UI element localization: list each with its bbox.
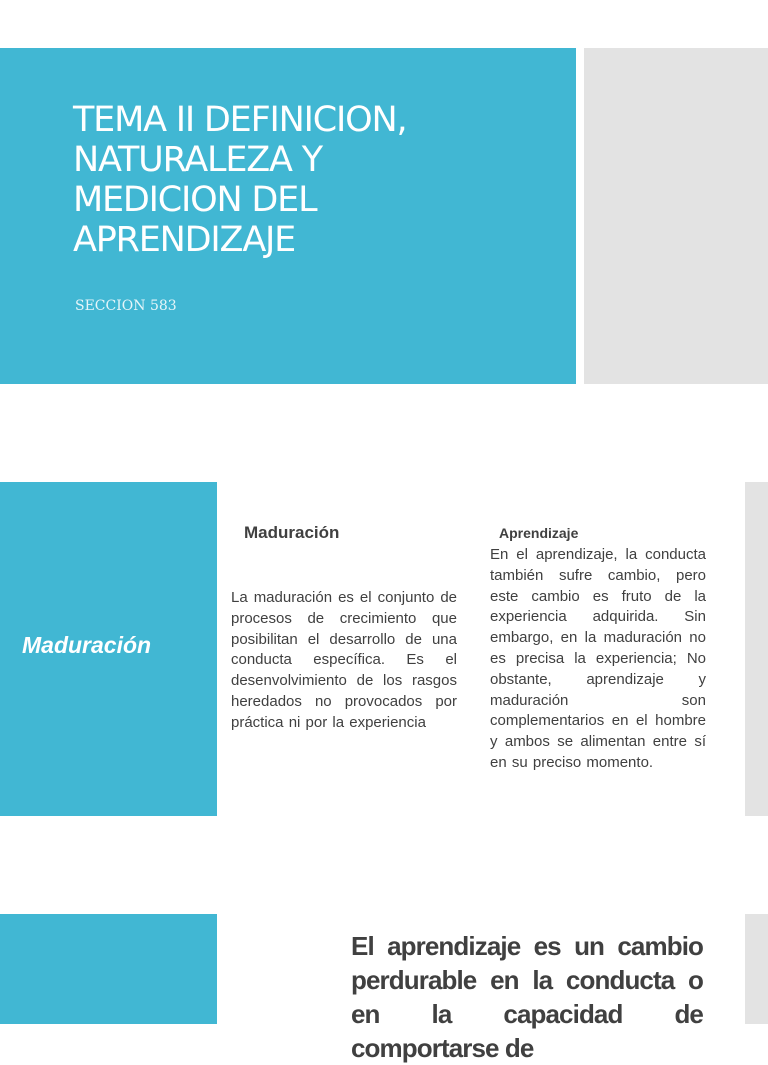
section-panel bbox=[0, 482, 217, 816]
title-slide bbox=[0, 48, 768, 384]
slide-title: TEMA II DEFINICION, NATURALEZA Y MEDICION DEL APRENDIZAJE bbox=[73, 100, 407, 260]
section-panel bbox=[0, 914, 217, 1024]
edge-panel bbox=[745, 482, 768, 816]
title-panel bbox=[0, 48, 576, 384]
aprendizaje-text: En el aprendizaje, la conducta también sufre cambio, pero este cambio es fruto de la experiencia adquirida. Sin embargo, en la maduración no es precisa la experiencia; No obstante, aprendizaje y maduración son complementarios en el hombre y ambos se alimentan entre sí en su preciso momento. bbox=[490, 546, 706, 771]
side-panel bbox=[584, 48, 768, 384]
maduracion-slide bbox=[0, 482, 768, 816]
edge-panel bbox=[745, 914, 768, 1024]
maduracion-text: La maduración es el conjunto de procesos de crecimiento que posibilitan el desarrollo de una conducta específica. Es el desenvolvimiento de los rasgos heredados no provocados por práctica ni por la experiencia bbox=[231, 589, 457, 731]
section-title: Maduración bbox=[22, 632, 152, 658]
aprendizaje-heading: Aprendizaje bbox=[499, 525, 579, 541]
definition-slide bbox=[0, 914, 768, 1063]
slide-subtitle: SECCION 583 bbox=[75, 298, 177, 314]
definition-quote: El aprendizaje es un cambio perdurable en la conducta o en la capacidad de comportarse de bbox=[351, 931, 703, 1063]
maduracion-heading: Maduración bbox=[244, 523, 340, 542]
